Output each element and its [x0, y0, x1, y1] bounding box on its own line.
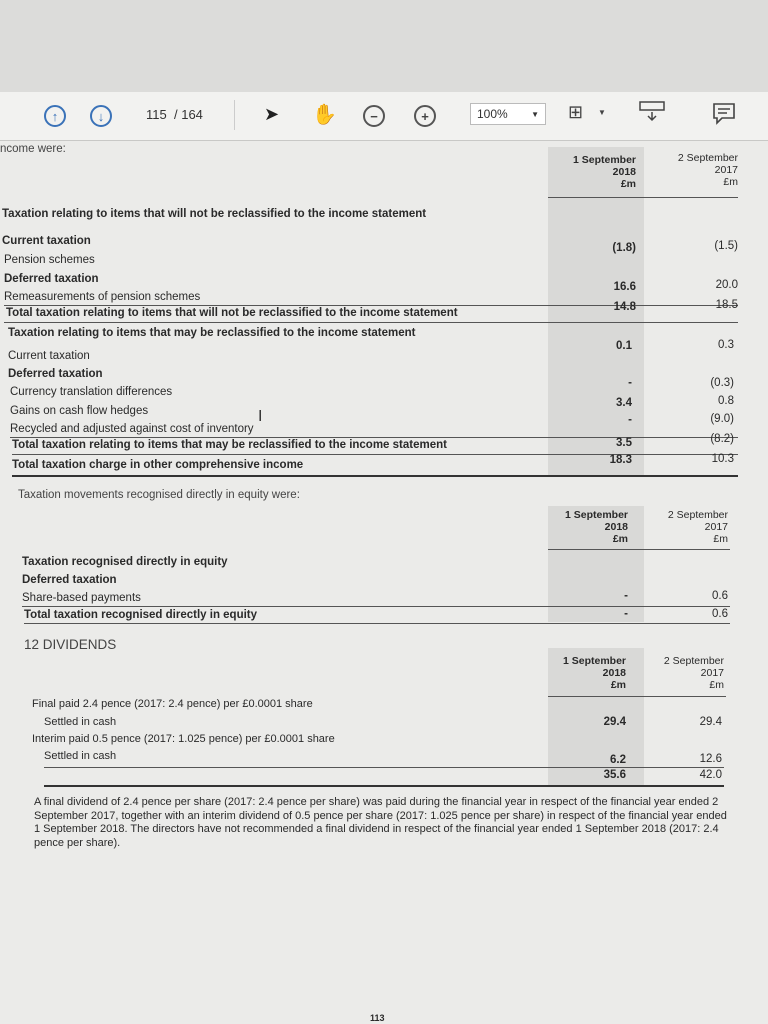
col2-header-unit: £m: [723, 176, 738, 188]
currency-2017-value: (0.3): [710, 377, 734, 389]
page-current[interactable]: 115: [146, 107, 167, 122]
recycled-2018-value: -: [628, 414, 632, 426]
section1-total-label: Total taxation relating to items that will not be reclassified to the income statement: [6, 307, 458, 319]
settled-cash-1-label: Settled in cash: [44, 716, 117, 728]
final-paid-label: Final paid 2.4 pence (2017: 2.4 pence) per £0.0001 share: [32, 698, 313, 710]
remeasurements-label: Remeasurements of pension schemes: [4, 291, 201, 303]
section3-total-rule: [24, 623, 730, 624]
section1-current-label: Current taxation: [2, 235, 91, 247]
current-2018-value: 0.1: [616, 340, 632, 352]
col2-header-2: [648, 509, 728, 545]
recycled-2017-value: (9.0): [710, 413, 734, 425]
interim-paid-label: Interim paid 0.5 pence (2017: 1.025 pence) per £0.0001 share: [32, 733, 335, 745]
select-cursor-icon[interactable]: ➤: [264, 104, 280, 124]
share-based-label: Share-based payments: [22, 592, 141, 604]
section2-total-2018: 3.5: [616, 437, 632, 449]
header-2-rule: [548, 549, 730, 550]
page-separator: /: [173, 107, 178, 122]
page-number: 113: [370, 1013, 385, 1023]
section2-total-2017: (8.2): [710, 433, 734, 445]
section2-title: Taxation relating to items that may be reclassified to the income statement: [8, 327, 416, 339]
section1-title: Taxation relating to items that will not be reclassified to the income statement: [2, 208, 427, 220]
remeas-2018-value: 16.6: [613, 281, 636, 293]
gains-label: Gains on cash flow hedges: [10, 405, 149, 417]
header-rule: [548, 197, 738, 198]
charge-2017-value: 10.3: [711, 453, 734, 465]
remeas-2017-value: 20.0: [715, 279, 738, 291]
document-page: [0, 141, 768, 1024]
section3-total-2017: 0.6: [712, 608, 728, 620]
fit-dropdown-chevron-icon[interactable]: ▼: [598, 108, 606, 117]
col2-header-2-unit: £m: [713, 533, 728, 545]
charge-2018-value: 18.3: [609, 454, 632, 466]
dividends-subtotal-rule: [44, 767, 724, 768]
header-3-rule: [548, 696, 726, 697]
window-top-area: [0, 0, 768, 92]
comment-icon[interactable]: [711, 101, 737, 125]
currency-label: Currency translation differences: [10, 386, 173, 398]
col2-header-3-unit: £m: [709, 679, 724, 691]
zoom-out-icon[interactable]: −: [363, 105, 385, 127]
settled-2-2018-value: 6.2: [610, 754, 626, 766]
section1-total-2017: 18.5: [715, 299, 738, 311]
section3-total-2018: -: [624, 608, 628, 620]
movements-text: Taxation movements recognised directly in equity were:: [18, 489, 300, 501]
pension-2018-value: (1.8): [612, 242, 636, 254]
dividends-section-title: 12 DIVIDENDS: [24, 637, 117, 652]
section3-subtotal-rule: [22, 606, 730, 607]
col1-header-3: [548, 655, 626, 691]
dividends-total-2017: 42.0: [699, 769, 722, 781]
page-total: 164: [181, 107, 203, 122]
zoom-in-icon[interactable]: +: [414, 105, 436, 127]
col1-header-2: [548, 509, 628, 545]
fit-page-icon[interactable]: ⊞: [568, 102, 584, 122]
col1-header-2-date: 1 September: [564, 509, 628, 521]
col1-header-unit: £m: [620, 178, 636, 190]
dividends-total-rule: [44, 785, 724, 787]
col1-header-3-unit: £m: [610, 679, 626, 691]
section2-current-label: Current taxation: [8, 350, 90, 362]
section1-total-2018: 14.8: [613, 301, 636, 313]
gains-2017-value: 0.8: [718, 395, 734, 407]
next-page-icon[interactable]: ↓: [90, 105, 112, 127]
share-based-2018-value: -: [624, 590, 628, 602]
section3-deferred-label: Deferred taxation: [22, 574, 117, 586]
dividends-total-2018: 35.6: [603, 769, 626, 781]
gains-2018-value: 3.4: [616, 397, 632, 409]
toolbar-divider: [234, 100, 235, 130]
col2-header-year: 2017: [714, 164, 738, 176]
col2-header-2-date: 2 September: [667, 509, 728, 521]
section1-deferred-label: Deferred taxation: [4, 273, 99, 285]
hand-tool-icon[interactable]: ✋: [312, 104, 337, 126]
settled-cash-2-label: Settled in cash: [44, 750, 117, 762]
text-cursor-icon: I: [258, 408, 263, 425]
income-were-text: ncome were:: [0, 143, 66, 155]
section2-deferred-label: Deferred taxation: [8, 368, 103, 380]
col2-header-3-date: 2 September: [663, 655, 724, 667]
previous-page-icon[interactable]: ↑: [44, 105, 66, 127]
zoom-value: 100%: [477, 107, 508, 121]
section2-total-label: Total taxation relating to items that may be reclassified to the income statement: [12, 439, 447, 451]
col2-header-3-year: 2017: [700, 667, 724, 679]
chevron-down-icon: ▼: [531, 109, 539, 119]
col1-header-date: 1 September: [572, 154, 636, 166]
currency-2018-value: -: [628, 377, 632, 389]
col1-header-year: 2018: [612, 166, 636, 178]
settled-2-2017-value: 12.6: [699, 753, 722, 765]
col2-header-2-year: 2017: [704, 521, 728, 533]
col2-header-3: [644, 655, 724, 691]
col1-header-2-year: 2018: [604, 521, 628, 533]
current-2017-value: 0.3: [718, 339, 734, 351]
keyboard-icon[interactable]: [638, 100, 666, 124]
zoom-dropdown[interactable]: [470, 103, 546, 125]
section3-title: Taxation recognised directly in equity: [22, 556, 228, 568]
charge-total-rule: [12, 475, 738, 477]
pension-schemes-label: Pension schemes: [4, 254, 95, 266]
pension-2017-value: (1.5): [714, 240, 738, 252]
col1-header: [548, 154, 636, 190]
dividend-paragraph: A final dividend of 2.4 pence per share (2017: 2.4 pence per share) was paid during the financial year in respect of the financial year ended 2 September 2017, together with an interim dividend of 0.5 pence per share (2017: 1.025 pence per share) in respect of the financial year ended 1 September 2018. The directors have not recommended a final dividend in respect of the financial year ended 1 September 2018 (2017: 2.4 pence per share).: [34, 796, 727, 849]
col1-header-3-year: 2018: [602, 667, 626, 679]
section1-total-rule: [4, 322, 738, 323]
col2-header: [648, 152, 738, 188]
settled-1-2018-value: 29.4: [603, 716, 626, 728]
share-based-2017-value: 0.6: [712, 590, 728, 602]
col2-header-date: 2 September: [677, 152, 738, 164]
pdf-toolbar: [0, 92, 768, 141]
settled-1-2017-value: 29.4: [699, 716, 722, 728]
col1-header-3-date: 1 September: [562, 655, 626, 667]
charge-label: Total taxation charge in other comprehensive income: [12, 459, 304, 471]
recycled-label: Recycled and adjusted against cost of inventory: [10, 423, 254, 435]
col1-header-2-unit: £m: [612, 533, 628, 545]
section3-total-label: Total taxation recognised directly in equity: [24, 609, 258, 621]
page-indicator[interactable]: [146, 107, 203, 122]
